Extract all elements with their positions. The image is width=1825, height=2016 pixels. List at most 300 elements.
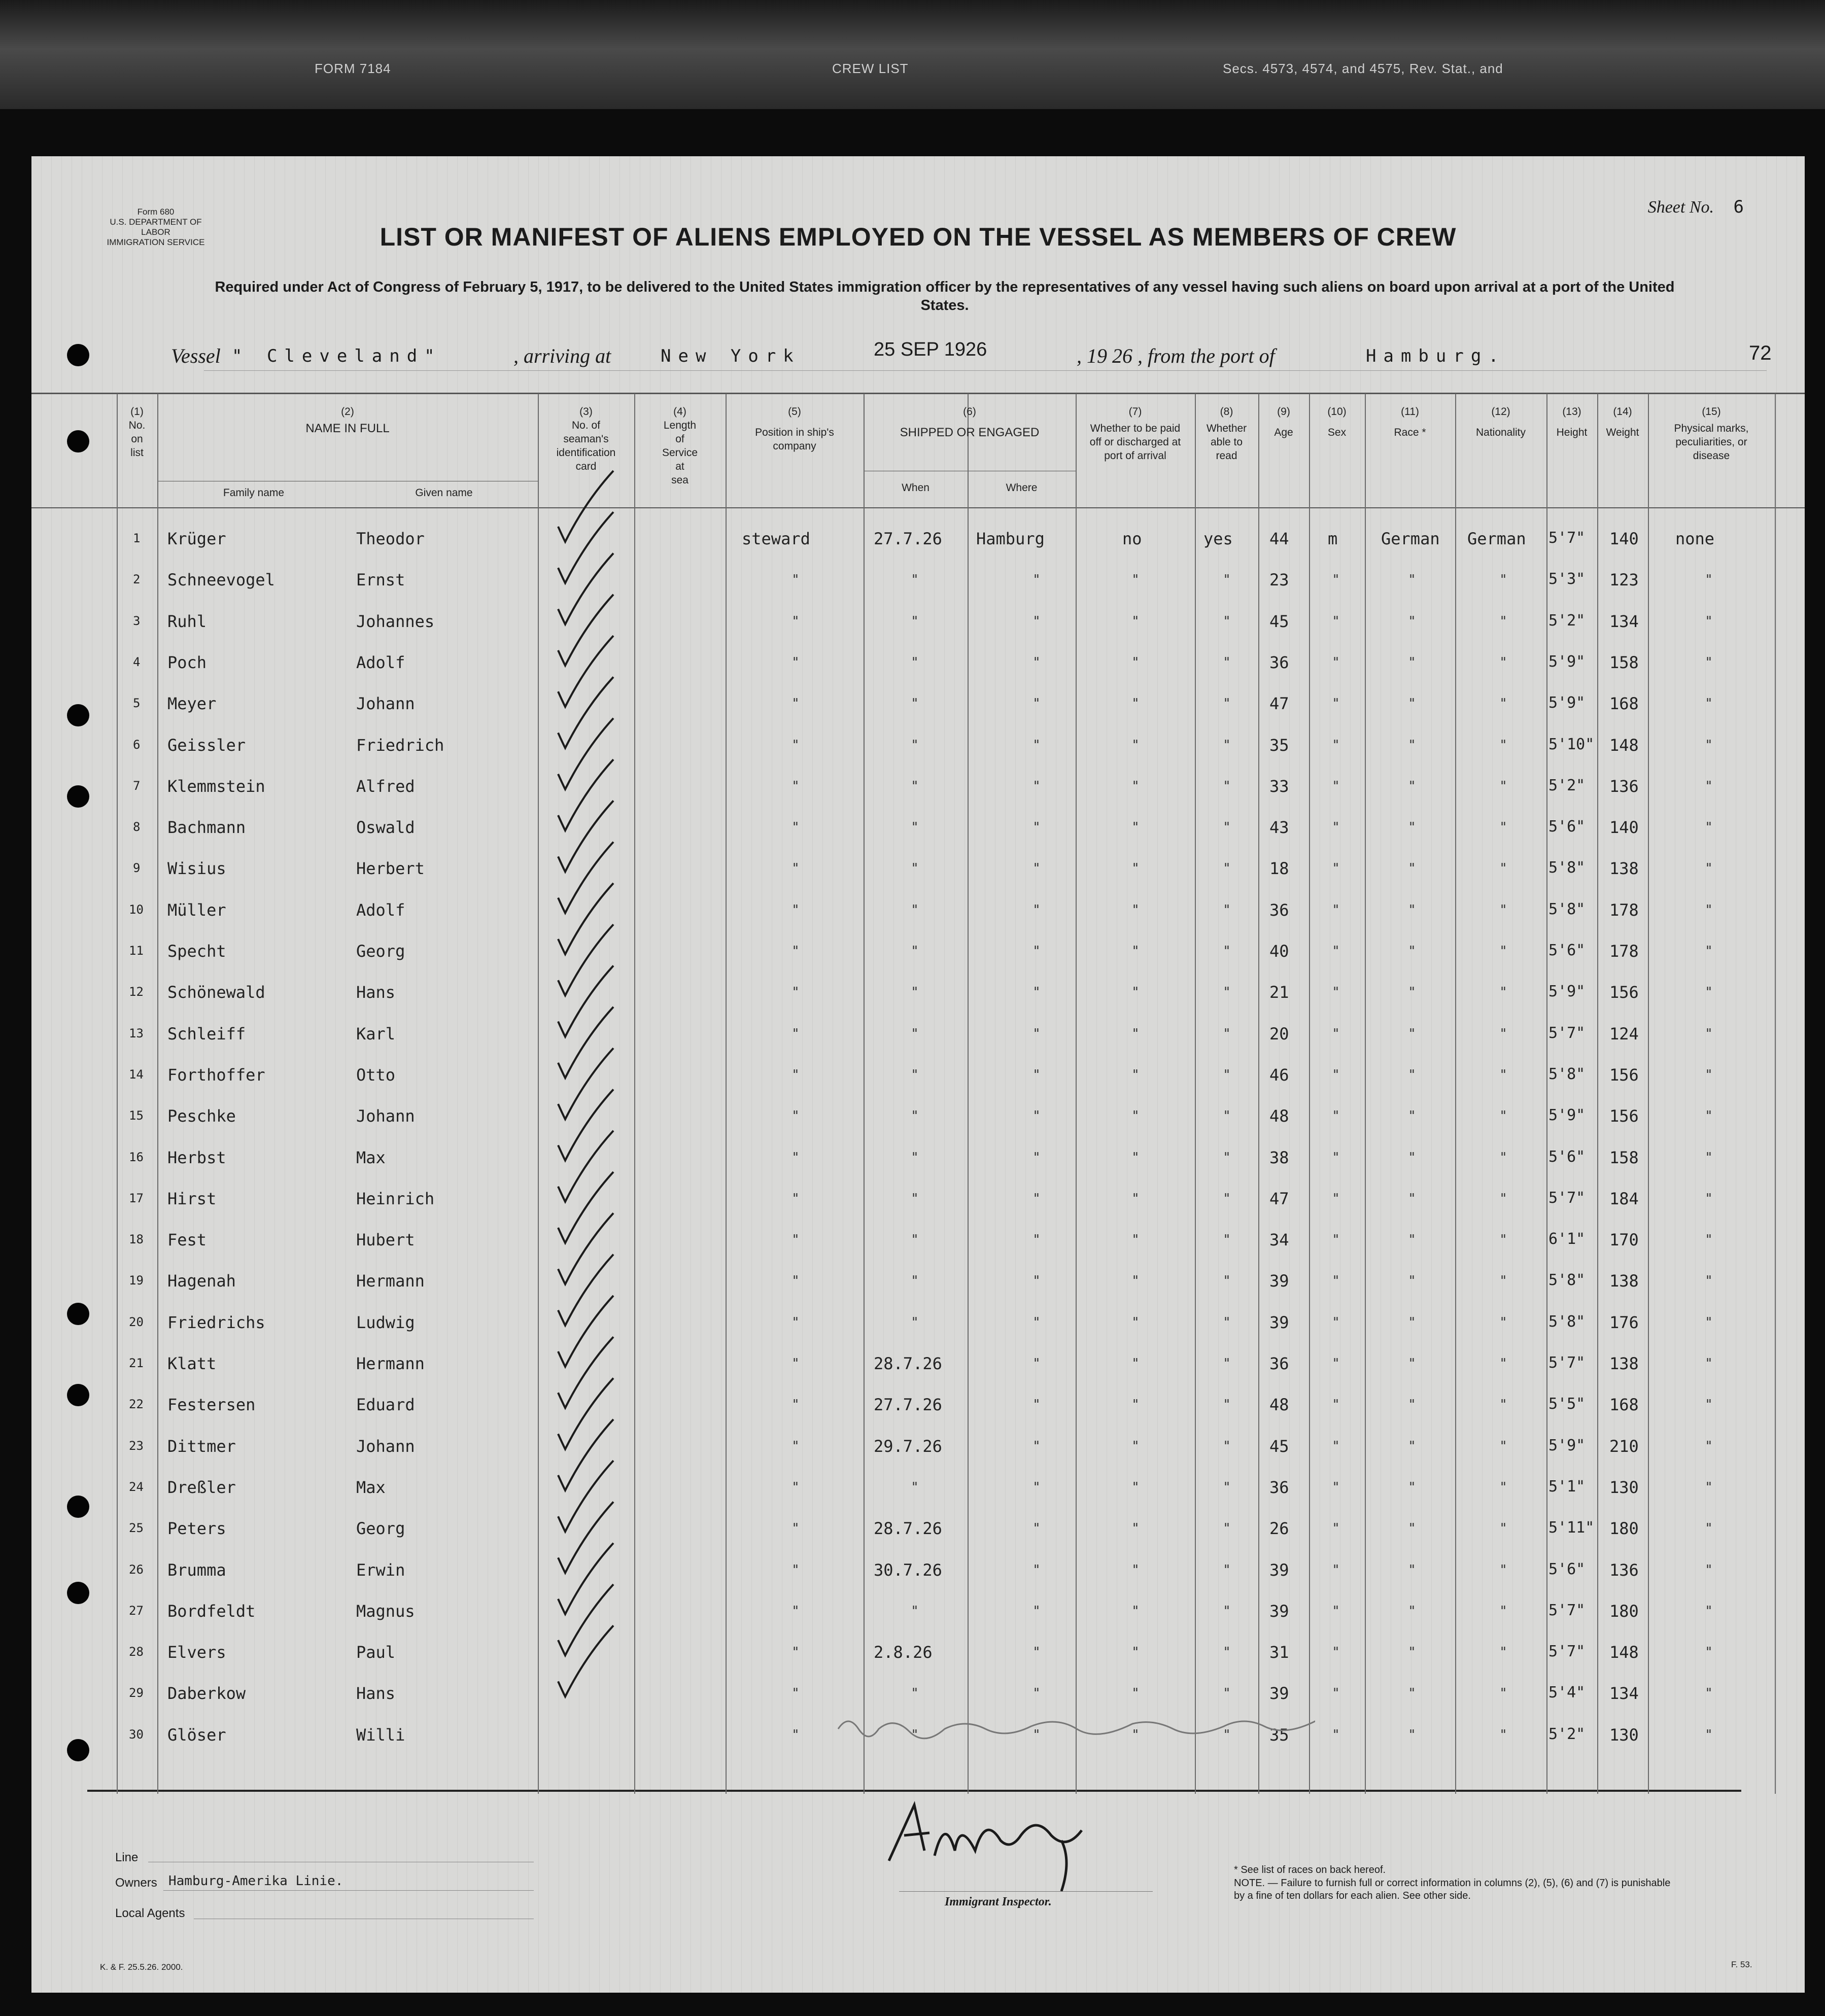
age-value: 21: [1269, 983, 1289, 1002]
header-height: [1546, 405, 1597, 439]
family-name: Specht: [167, 942, 226, 961]
ditto-mark: ": [1132, 1191, 1139, 1206]
binder-hole: [67, 1582, 89, 1604]
header-read-num: (8): [1220, 406, 1233, 418]
ditto-mark: ": [1034, 737, 1040, 753]
age-value: 39: [1269, 1684, 1289, 1704]
ditto-mark: ": [1034, 778, 1040, 794]
row-number: 23: [129, 1438, 144, 1453]
ditto-mark: ": [1500, 1150, 1506, 1165]
ditto-mark: ": [793, 1645, 799, 1660]
strip-title: CREW LIST: [832, 61, 909, 76]
ditto-mark: ": [912, 902, 918, 918]
weight-value: 170: [1609, 1230, 1639, 1250]
form-number: Form 680: [137, 207, 175, 217]
ditto-mark: ": [793, 1438, 799, 1454]
ditto-mark: ": [1706, 737, 1712, 753]
given-name: Max: [356, 1148, 386, 1167]
ditto-mark: ": [1034, 1438, 1040, 1454]
ditto-mark: ": [793, 1273, 799, 1289]
age-value: 39: [1269, 1312, 1289, 1332]
header-position-num: (5): [788, 406, 801, 418]
age-value: 18: [1269, 859, 1289, 879]
ditto-mark: ": [1333, 1562, 1339, 1578]
ditto-mark: ": [912, 1727, 918, 1743]
ditto-mark: ": [1706, 1356, 1712, 1371]
row-number: 16: [129, 1150, 144, 1164]
ditto-mark: ": [1333, 1438, 1339, 1454]
age-value: 39: [1269, 1601, 1289, 1621]
ditto-mark: ": [1409, 654, 1415, 670]
ditto-mark: ": [1224, 944, 1230, 959]
year-label: , 19 26 , from the port of: [1077, 344, 1275, 367]
age-value: 26: [1269, 1519, 1289, 1539]
age-value: 36: [1269, 652, 1289, 672]
ditto-mark: ": [793, 985, 799, 1000]
header-race-num: (11): [1401, 406, 1419, 418]
ditto-mark: ": [793, 654, 799, 670]
position-value: steward: [742, 529, 810, 548]
binder-hole: [67, 1384, 89, 1406]
ditto-mark: ": [793, 944, 799, 959]
header-no: [117, 405, 157, 460]
header-id-l3: identification: [556, 447, 616, 459]
strip-form-number: FORM 7184: [315, 61, 391, 76]
column-divider: [1365, 394, 1366, 1794]
header-paid-off: [1076, 405, 1195, 463]
row-number: 5: [133, 696, 141, 711]
ditto-mark: ": [1132, 861, 1139, 877]
ditto-mark: ": [1034, 1521, 1040, 1537]
ditto-mark: ": [793, 1562, 799, 1578]
height-value: 5'6": [1548, 818, 1586, 836]
check-mark: [558, 842, 613, 913]
ditto-mark: ": [1224, 1026, 1230, 1041]
ditto-mark: ": [912, 820, 918, 836]
ditto-mark: ": [1132, 1232, 1139, 1248]
ditto-mark: ": [1500, 1727, 1506, 1743]
weight-value: 140: [1609, 529, 1639, 548]
height-value: 5'6": [1548, 1148, 1586, 1166]
ditto-mark: ": [1333, 696, 1339, 712]
weight-value: 134: [1609, 1684, 1639, 1704]
ditto-mark: ": [1706, 696, 1712, 712]
ditto-mark: ": [1409, 1067, 1415, 1083]
ditto-mark: ": [1409, 1727, 1415, 1743]
ditto-mark: ": [1224, 1191, 1230, 1206]
ditto-mark: ": [1132, 1438, 1139, 1454]
document-title: LIST OR MANIFEST OF ALIENS EMPLOYED ON THE VESSEL AS MEMBERS OF CREW: [380, 223, 1457, 251]
ditto-mark: ": [1224, 1645, 1230, 1660]
departure-port: Hamburg.: [1366, 346, 1506, 366]
ditto-mark: ": [1706, 613, 1712, 629]
ditto-mark: ": [1333, 1645, 1339, 1660]
line-label: Line: [115, 1851, 139, 1864]
check-mark: [558, 1543, 613, 1614]
check-mark: [558, 883, 613, 954]
ditto-mark: ": [1034, 820, 1040, 836]
ditto-mark: ": [1333, 1521, 1339, 1537]
check-mark: [558, 1337, 613, 1408]
ditto-mark: ": [1132, 985, 1139, 1000]
row-number: 8: [133, 820, 141, 835]
header-name: [157, 405, 538, 435]
race-value: German: [1381, 529, 1440, 548]
given-name: Ludwig: [356, 1312, 415, 1332]
family-name: Bachmann: [167, 818, 246, 838]
column-divider: [1076, 394, 1077, 1794]
header-height-label: Height: [1556, 427, 1588, 438]
table-top-rule: [31, 393, 1805, 394]
family-name: Herbst: [167, 1148, 226, 1167]
header-age-num: (9): [1277, 406, 1290, 418]
ditto-mark: ": [1409, 861, 1415, 877]
ditto-mark: ": [1132, 572, 1139, 588]
given-name: Georg: [356, 942, 405, 961]
when-value: 28.7.26: [874, 1354, 942, 1373]
ditto-mark: ": [912, 654, 918, 670]
ditto-mark: ": [1500, 1191, 1506, 1206]
height-value: 5'2": [1548, 611, 1586, 630]
ditto-mark: ": [1333, 778, 1339, 794]
ditto-mark: ": [1500, 1314, 1506, 1330]
ditto-mark: ": [1224, 1562, 1230, 1578]
ditto-mark: ": [1333, 1397, 1339, 1413]
column-divider: [1546, 394, 1547, 1794]
ditto-mark: ": [912, 1191, 918, 1206]
family-name: Klemmstein: [167, 776, 265, 796]
age-value: 45: [1269, 611, 1289, 631]
arrival-date-stamp: 25 SEP 1926: [874, 339, 987, 360]
weight-value: 134: [1609, 611, 1639, 631]
row-number: 10: [129, 902, 144, 917]
vessel-label: Vessel: [171, 344, 221, 367]
check-mark: [558, 1131, 613, 1202]
ditto-mark: ": [1224, 902, 1230, 918]
ditto-mark: ": [1224, 613, 1230, 629]
column-divider: [1195, 394, 1196, 1794]
weight-value: 184: [1609, 1189, 1639, 1208]
family-name: Brumma: [167, 1560, 226, 1580]
ditto-mark: ": [1034, 1026, 1040, 1041]
height-value: 5'6": [1548, 942, 1586, 959]
given-name: Friedrich: [356, 735, 444, 755]
ditto-mark: ": [912, 1108, 918, 1124]
row-number: 21: [129, 1356, 144, 1370]
ditto-mark: ": [912, 696, 918, 712]
family-name: Schleiff: [167, 1024, 246, 1044]
ditto-mark: ": [1409, 820, 1415, 836]
ditto-mark: ": [1500, 1521, 1506, 1537]
ditto-mark: ": [1333, 1191, 1339, 1206]
ditto-mark: ": [1500, 1603, 1506, 1619]
ditto-mark: ": [912, 737, 918, 753]
row-number: 28: [129, 1645, 144, 1659]
top-film-strip: [0, 0, 1825, 109]
ditto-mark: ": [793, 778, 799, 794]
check-mark: [558, 553, 613, 624]
given-name: Willi: [356, 1725, 405, 1745]
ditto-mark: ": [793, 902, 799, 918]
manifest-sheet: [31, 156, 1805, 1993]
check-mark: [558, 1502, 613, 1573]
ditto-mark: ": [912, 944, 918, 959]
ditto-mark: ": [793, 1314, 799, 1330]
family-name: Peschke: [167, 1106, 236, 1126]
given-name: Hans: [356, 983, 396, 1002]
header-service-num: (4): [673, 406, 686, 418]
ditto-mark: ": [1034, 1397, 1040, 1413]
ditto-mark: ": [1224, 1314, 1230, 1330]
row-number: 20: [129, 1314, 144, 1329]
ditto-mark: ": [793, 1026, 799, 1041]
age-value: 45: [1269, 1436, 1289, 1456]
given-name: Hubert: [356, 1230, 415, 1250]
header-where: Where: [1006, 482, 1038, 494]
given-name: Max: [356, 1477, 386, 1497]
height-value: 5'8": [1548, 1065, 1586, 1083]
ditto-mark: ": [1409, 613, 1415, 629]
header-nat-label: Nationality: [1475, 427, 1526, 438]
weight-value: 136: [1609, 776, 1639, 796]
ditto-mark: ": [1500, 820, 1506, 836]
ditto-mark: ": [1500, 1562, 1506, 1578]
given-name: Johann: [356, 1436, 415, 1456]
ditto-mark: ": [1224, 820, 1230, 836]
ditto-mark: ": [1034, 1479, 1040, 1495]
ditto-mark: ": [1224, 1273, 1230, 1289]
ditto-mark: ": [793, 1191, 799, 1206]
ditto-mark: ": [793, 1603, 799, 1619]
height-value: 6'1": [1548, 1230, 1586, 1248]
header-name-label: NAME IN FULL: [305, 422, 390, 435]
weight-value: 130: [1609, 1477, 1639, 1497]
given-name: Adolf: [356, 652, 405, 672]
ditto-mark: ": [1132, 1067, 1139, 1083]
ditto-mark: ": [1132, 1150, 1139, 1165]
age-value: 39: [1269, 1271, 1289, 1291]
header-when: When: [902, 482, 929, 494]
weight-value: 148: [1609, 735, 1639, 755]
header-age-label: Age: [1274, 427, 1293, 438]
header-paid-num: (7): [1128, 406, 1142, 418]
height-value: 5'7": [1548, 1601, 1586, 1619]
weight-value: 180: [1609, 1601, 1639, 1621]
ditto-mark: ": [1409, 1686, 1415, 1701]
ditto-mark: ": [1224, 572, 1230, 588]
family-name: Schönewald: [167, 983, 265, 1002]
header-weight: [1597, 405, 1648, 439]
header-shipped: [864, 405, 1076, 439]
ditto-mark: ": [1034, 1356, 1040, 1371]
weight-value: 156: [1609, 1065, 1639, 1085]
ditto-mark: ": [1132, 1562, 1139, 1578]
ditto-mark: ": [1409, 944, 1415, 959]
inspector-signature: [869, 1785, 1097, 1896]
ditto-mark: ": [1706, 1727, 1712, 1743]
header-position-l1: Position in ship's: [755, 427, 834, 438]
header-sex-label: Sex: [1327, 427, 1347, 438]
ditto-mark: ": [912, 985, 918, 1000]
ditto-mark: ": [1333, 737, 1339, 753]
ditto-mark: ": [912, 1150, 918, 1165]
given-name: Alfred: [356, 776, 415, 796]
ditto-mark: ": [1034, 1273, 1040, 1289]
ditto-mark: ": [1409, 1314, 1415, 1330]
age-value: 35: [1269, 1725, 1289, 1745]
ditto-mark: ": [1132, 737, 1139, 753]
ditto-mark: ": [912, 1479, 918, 1495]
ditto-mark: ": [793, 1108, 799, 1124]
ditto-mark: ": [1500, 1067, 1506, 1083]
ditto-mark: ": [1034, 861, 1040, 877]
ditto-mark: ": [1500, 1397, 1506, 1413]
age-value: 39: [1269, 1560, 1289, 1580]
header-no-l2: on: [131, 433, 143, 445]
ditto-mark: ": [793, 1232, 799, 1248]
ditto-mark: ": [793, 1521, 799, 1537]
check-mark: [558, 595, 613, 666]
header-position-l2: company: [773, 440, 816, 452]
weight-value: 156: [1609, 1106, 1639, 1126]
given-name: Johann: [356, 1106, 415, 1126]
height-value: 5'9": [1548, 652, 1586, 671]
age-value: 23: [1269, 570, 1289, 590]
given-name: Hans: [356, 1684, 396, 1704]
height-value: 5'10": [1548, 735, 1595, 753]
ditto-mark: ": [1706, 1314, 1712, 1330]
department-name: U.S. DEPARTMENT OF LABOR: [110, 217, 202, 237]
ditto-mark: ": [1500, 778, 1506, 794]
row-number: 15: [129, 1108, 144, 1123]
row-number: 6: [133, 737, 141, 752]
column-divider: [117, 394, 118, 1794]
row-number: 18: [129, 1232, 144, 1247]
ditto-mark: ": [793, 1727, 799, 1743]
ditto-mark: ": [1132, 1479, 1139, 1495]
when-value: 30.7.26: [874, 1560, 942, 1580]
header-paid-l1: Whether to be paid: [1090, 423, 1181, 434]
ditto-mark: ": [1706, 861, 1712, 877]
height-value: 5'7": [1548, 529, 1586, 547]
ditto-mark: ": [1706, 1686, 1712, 1701]
ditto-mark: ": [1409, 1397, 1415, 1413]
given-name: Georg: [356, 1519, 405, 1539]
height-value: 5'8": [1548, 1271, 1586, 1290]
header-marks: [1648, 405, 1775, 463]
check-mark: [558, 1213, 613, 1284]
check-mark: [558, 471, 613, 542]
weight-value: 176: [1609, 1312, 1639, 1332]
inspector-underline: [899, 1891, 1153, 1892]
ditto-mark: ": [1706, 1108, 1712, 1124]
ditto-mark: ": [1706, 1479, 1712, 1495]
ditto-mark: ": [1409, 1026, 1415, 1041]
ditto-mark: ": [1034, 1727, 1040, 1743]
ditto-mark: ": [1224, 985, 1230, 1000]
header-marks-l3: disease: [1693, 450, 1730, 462]
check-mark: [558, 1461, 613, 1532]
check-mark: [558, 1048, 613, 1119]
ditto-mark: ": [793, 820, 799, 836]
weight-value: 148: [1609, 1643, 1639, 1662]
row-number: 22: [129, 1397, 144, 1412]
owners-value: Hamburg-Amerika Linie.: [168, 1873, 343, 1889]
column-divider: [726, 394, 727, 1794]
ditto-mark: ": [912, 1273, 918, 1289]
ditto-mark: ": [1500, 1645, 1506, 1660]
paid-off-value: no: [1122, 529, 1142, 548]
ditto-mark: ": [1706, 1521, 1712, 1537]
when-value: 27.7.26: [874, 529, 942, 548]
nationality-value: German: [1467, 529, 1526, 548]
given-name: Heinrich: [356, 1189, 435, 1208]
ditto-mark: ": [1333, 1067, 1339, 1083]
ditto-mark: ": [1034, 654, 1040, 670]
binder-hole: [67, 1303, 89, 1325]
header-race: [1365, 405, 1455, 439]
ditto-mark: ": [1132, 1397, 1139, 1413]
ditto-mark: ": [793, 1356, 799, 1371]
ditto-mark: ": [1500, 1438, 1506, 1454]
height-value: 5'9": [1548, 1436, 1586, 1454]
ditto-mark: ": [1333, 944, 1339, 959]
column-divider: [1597, 394, 1598, 1794]
ditto-mark: ": [1034, 1108, 1040, 1124]
ditto-mark: ": [1409, 1645, 1415, 1660]
header-shipped-label: SHIPPED OR ENGAGED: [900, 426, 1040, 439]
ditto-mark: ": [1034, 1603, 1040, 1619]
sheet-number-label: Sheet No.: [1647, 198, 1714, 217]
when-value: 27.7.26: [874, 1395, 942, 1415]
ditto-mark: ": [1706, 1562, 1712, 1578]
height-value: 5'7": [1548, 1354, 1586, 1372]
ditto-mark: ": [1333, 820, 1339, 836]
header-nationality: [1455, 405, 1546, 439]
height-value: 5'9": [1548, 1106, 1586, 1125]
ditto-mark: ": [793, 1686, 799, 1701]
ditto-mark: ": [912, 1232, 918, 1248]
ditto-mark: ": [1706, 944, 1712, 959]
header-service-l5: sea: [671, 474, 688, 486]
owners-underline: [163, 1890, 534, 1891]
header-nat-num: (12): [1491, 406, 1510, 418]
ditto-mark: ": [793, 1397, 799, 1413]
binder-hole: [67, 704, 89, 726]
ditto-mark: ": [1500, 654, 1506, 670]
ditto-mark: ": [1409, 985, 1415, 1000]
ditto-mark: ": [1132, 1603, 1139, 1619]
column-divider: [1775, 394, 1776, 1794]
ditto-mark: ": [1132, 654, 1139, 670]
column-divider: [1455, 394, 1456, 1794]
ditto-mark: ": [1500, 861, 1506, 877]
vessel-name: " Cleveland": [232, 346, 442, 366]
ditto-mark: ": [793, 572, 799, 588]
ditto-mark: ": [1224, 654, 1230, 670]
ditto-mark: ": [1409, 1356, 1415, 1371]
service-name: IMMIGRATION SERVICE: [107, 237, 205, 247]
ditto-mark: ": [1333, 1356, 1339, 1371]
height-value: 5'9": [1548, 983, 1586, 1001]
ditto-mark: ": [1034, 1150, 1040, 1165]
ditto-mark: ": [1333, 1314, 1339, 1330]
ditto-mark: ": [1034, 613, 1040, 629]
ditto-mark: ": [1034, 1232, 1040, 1248]
header-no-l3: list: [130, 447, 144, 459]
row-number: 7: [133, 778, 141, 793]
check-mark: [558, 512, 613, 583]
